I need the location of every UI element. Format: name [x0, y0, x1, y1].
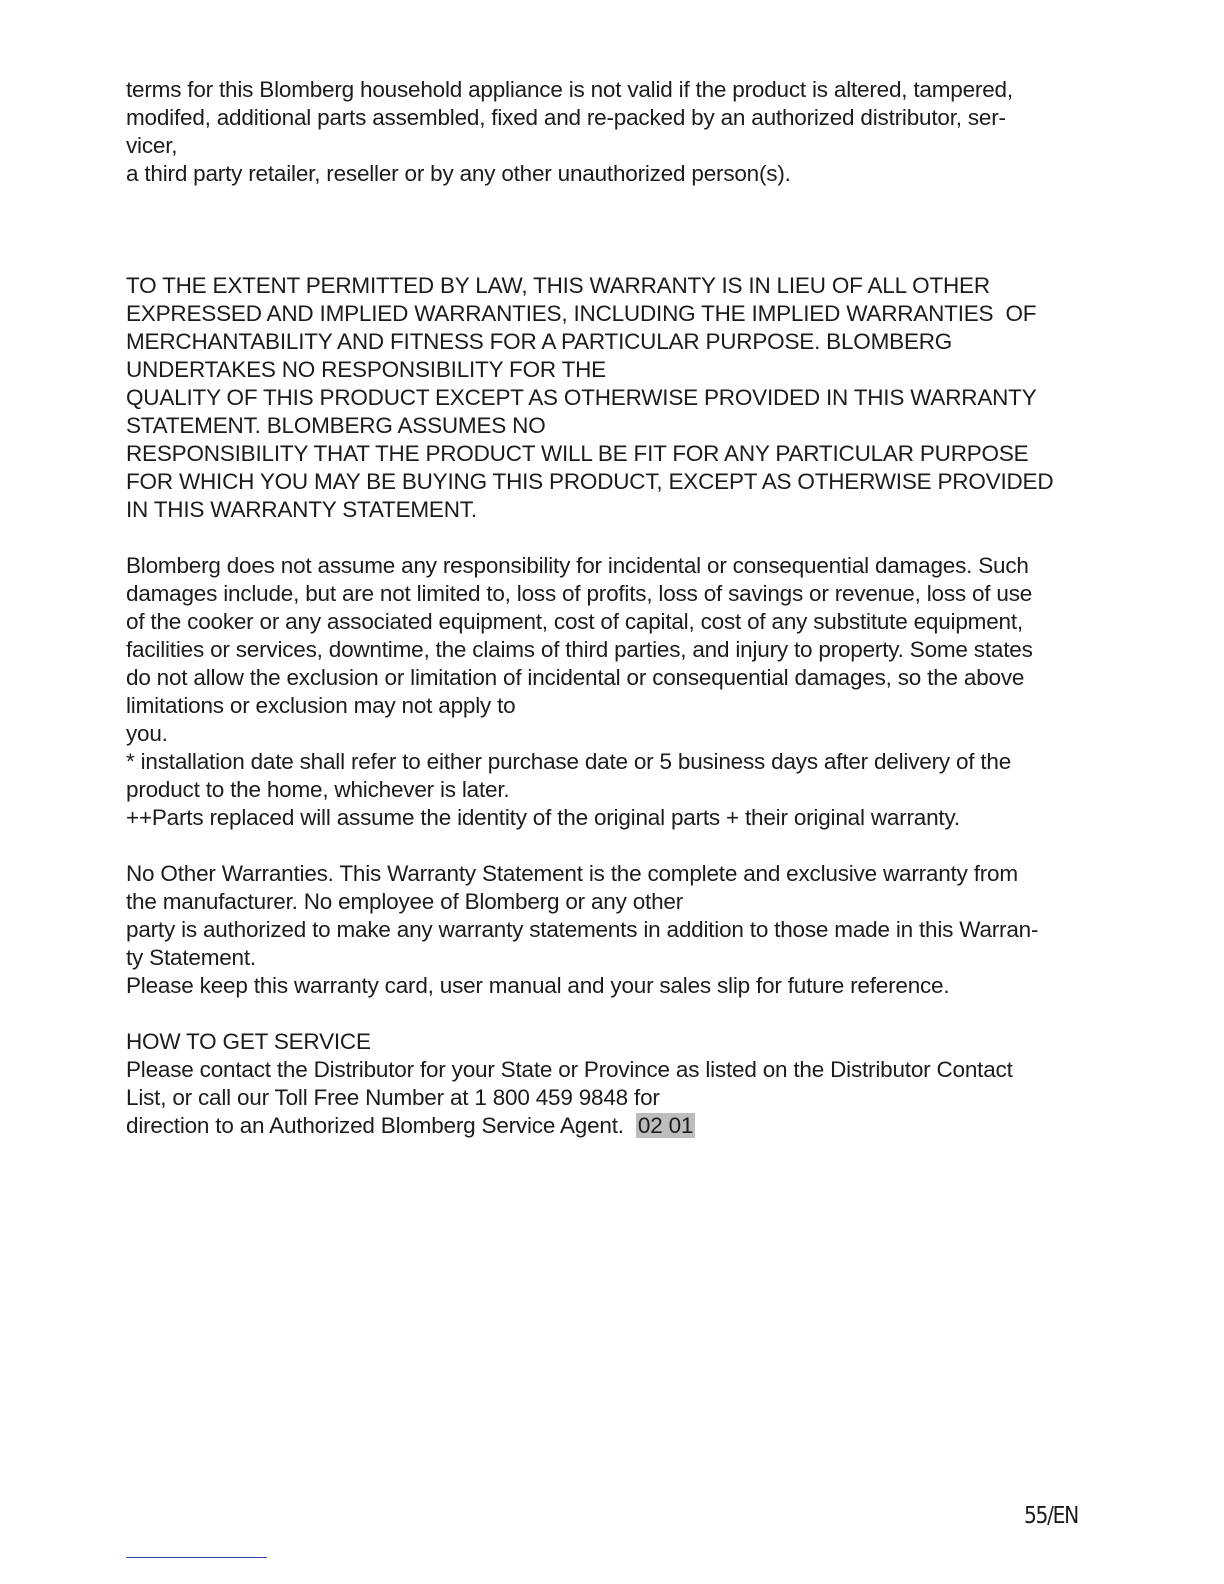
- text-line: List, or call our Toll Free Number at 1 800 459 9848 for: [126, 1085, 660, 1110]
- other-warranties-paragraph: [126, 860, 1086, 1000]
- text-line: damages include, but are not limited to, loss of profits, loss of savings or revenue, loss of use: [126, 581, 1033, 606]
- disclaimer-paragraph: [126, 272, 1086, 524]
- text-line: a third party retailer, reseller or by any other unauthorized person(s).: [126, 161, 791, 186]
- service-heading: HOW TO GET SERVICE: [126, 1029, 371, 1054]
- text-line: ++Parts replaced will assume the identity of the original parts + their original warranty.: [126, 805, 960, 830]
- spacer: [126, 832, 1086, 860]
- text-line: QUALITY OF THIS PRODUCT EXCEPT AS OTHERWISE PROVIDED IN THIS WARRANTY: [126, 385, 1037, 410]
- text-line: you.: [126, 721, 168, 746]
- text-line: facilities or services, downtime, the claims of third parties, and injury to property. Some states: [126, 637, 1033, 662]
- text-line: party is authorized to make any warranty statements in addition to those made in this Warran-: [126, 917, 1039, 942]
- text-line: [126, 1112, 1086, 1140]
- text-line: Please keep this warranty card, user manual and your sales slip for future reference.: [126, 973, 950, 998]
- service-last-line: direction to an Authorized Blomberg Service Agent.: [126, 1113, 624, 1138]
- text-line: TO THE EXTENT PERMITTED BY LAW, THIS WARRANTY IS IN LIEU OF ALL OTHER: [126, 273, 990, 298]
- intro-paragraph: [126, 76, 1086, 188]
- text-line: EXPRESSED AND IMPLIED WARRANTIES, INCLUDING THE IMPLIED WARRANTIES OF: [126, 301, 1037, 326]
- text-line: Please contact the Distributor for your State or Province as listed on the Distributor Contact: [126, 1057, 1013, 1082]
- damages-paragraph: [126, 552, 1086, 832]
- text-line: IN THIS WARRANTY STATEMENT.: [126, 497, 477, 522]
- text-line: of the cooker or any associated equipment, cost of capital, cost of any substitute equipment,: [126, 609, 1023, 634]
- text-line: the manufacturer. No employee of Blomberg or any other: [126, 889, 684, 914]
- text-line: RESPONSIBILITY THAT THE PRODUCT WILL BE FIT FOR ANY PARTICULAR PURPOSE: [126, 441, 1029, 466]
- spacer: [126, 188, 1086, 272]
- revision-code-badge: 02 01: [637, 1113, 694, 1138]
- text-line: No Other Warranties. This Warranty Statement is the complete and exclusive warranty from: [126, 861, 1018, 886]
- document-body: [126, 76, 1086, 1140]
- footer-rule: [126, 1557, 267, 1558]
- text-line: terms for this Blomberg household appliance is not valid if the product is altered, tampered,: [126, 77, 1013, 102]
- text-line: product to the home, whichever is later.: [126, 777, 510, 802]
- text-line: do not allow the exclusion or limitation of incidental or consequential damages, so the above: [126, 665, 1025, 690]
- spacer: [126, 524, 1086, 552]
- text-line: UNDERTAKES NO RESPONSIBILITY FOR THE: [126, 357, 606, 382]
- text-line: ty Statement.: [126, 945, 256, 970]
- text-line: * installation date shall refer to either purchase date or 5 business days after delivery of the: [126, 749, 1012, 774]
- text-line: limitations or exclusion may not apply to: [126, 693, 516, 718]
- text-line: STATEMENT. BLOMBERG ASSUMES NO: [126, 413, 546, 438]
- page-number: 55/EN: [1024, 1503, 1078, 1529]
- text-line: Blomberg does not assume any responsibility for incidental or consequential damages. Such: [126, 553, 1029, 578]
- text-line: FOR WHICH YOU MAY BE BUYING THIS PRODUCT, EXCEPT AS OTHERWISE PROVIDED: [126, 469, 1054, 494]
- text-line: MERCHANTABILITY AND FITNESS FOR A PARTICULAR PURPOSE. BLOMBERG: [126, 329, 953, 354]
- service-section: [126, 1028, 1086, 1140]
- text-line: vicer,: [126, 133, 178, 158]
- spacer: [126, 1000, 1086, 1028]
- text-line: modifed, additional parts assembled, fixed and re-packed by an authorized distributor, ser-: [126, 105, 1006, 130]
